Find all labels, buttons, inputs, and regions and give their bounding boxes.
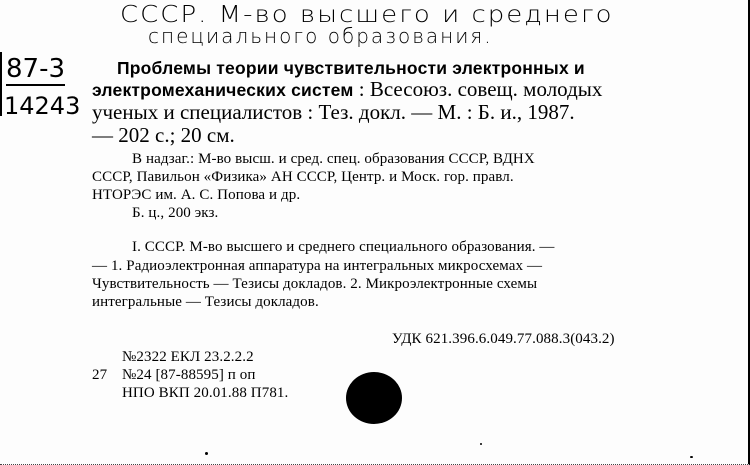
ink-stamp-blot <box>346 372 402 424</box>
subject-line-4: интегральные — Тезисы докладов. <box>92 294 319 310</box>
footer-number: 27 <box>92 367 108 383</box>
footer-line-1: №2322 ЕКЛ 23.2.2.2 <box>122 349 254 365</box>
footer-line-3: НПО ВКП 20.01.88 П781. <box>122 385 289 401</box>
handwritten-heading-line-2: специального образования. <box>148 24 493 48</box>
subject-line-2: — 1. Радиоэлектронная аппаратура на интегральных микросхемах — <box>92 258 543 274</box>
title-line-2: электромеханических систем : Всесоюз. совещ. молодых <box>92 77 603 101</box>
shelf-mark-line-2: 14243 <box>4 92 81 120</box>
shelf-mark-line-1: 87-3 <box>6 54 66 84</box>
ink-speck <box>480 443 482 445</box>
imprint-line: ученых и специалистов : Тез. докл. — М. : Б. и., 1987. <box>92 100 575 124</box>
note-line-3: НТОРЭС им. А. С. Попова и др. <box>92 187 301 203</box>
subject-line-3: Чувствительность — Тезисы докладов. 2. Микроэлектронные схемы <box>92 276 538 292</box>
margin-rule <box>0 52 2 116</box>
ink-speck <box>690 456 693 458</box>
udk-code: УДК 621.396.6.049.77.088.3(043.2) <box>392 331 615 347</box>
extent-line: — 202 с.; 20 см. <box>92 123 235 147</box>
price-line: Б. ц., 200 экз. <box>132 205 219 221</box>
footer-line-2: №24 [87-88595] п оп <box>122 367 256 383</box>
note-line-2: СССР, Павильон «Физика» АН СССР, Центр. и Моск. гор. правл. <box>92 169 514 185</box>
handwritten-heading-line-1: СССР. М-во высшего и среднего <box>120 1 614 29</box>
subject-line-1: I. СССР. М-во высшего и среднего специального образования. — <box>132 239 555 255</box>
note-line-1: В надзаг.: М-во высш. и сред. спец. образования СССР, ВДНХ <box>132 151 535 167</box>
title-line-1: Проблемы теории чувствительности электронных и <box>117 58 585 78</box>
ink-speck <box>205 452 208 455</box>
